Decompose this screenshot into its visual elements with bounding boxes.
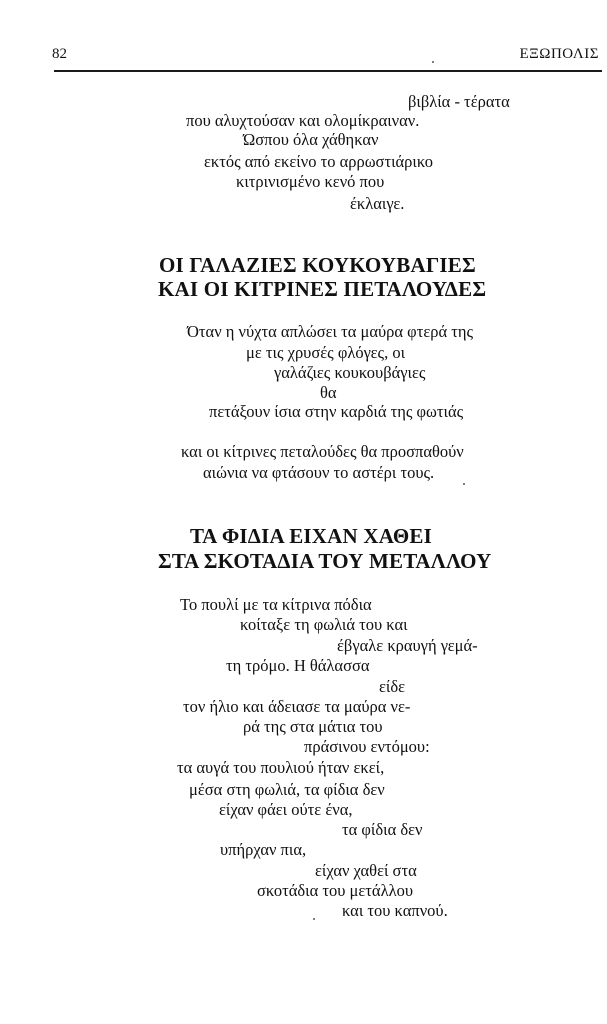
page-number: 82 [52, 46, 67, 62]
poem-line: είχαν χαθεί στα [315, 861, 417, 880]
poem-line: είχαν φάει ούτε ένα, [219, 800, 353, 819]
poem-line: Όταν η νύχτα απλώσει τα μαύρα φτερά της [187, 322, 474, 341]
poem-line: με τις χρυσές φλόγες, οι [246, 343, 406, 362]
poem-line: Το πουλί με τα κίτρινα πόδια [180, 595, 372, 614]
poem-line: Ώσπου όλα χάθηκαν [243, 130, 379, 149]
poem-line: μέσα στη φωλιά, τα φίδια δεν [189, 780, 385, 799]
poem-line: έβγαλε κραυγή γεμά- [337, 636, 478, 655]
speck [463, 483, 465, 485]
poem-title: ΣΤΑ ΣΚΟΤΑΔΙΑ ΤΟΥ ΜΕΤΑΛΛΟΥ [158, 549, 492, 573]
poem-line: αιώνια να φτάσουν το αστέρι τους. [203, 463, 435, 482]
poem-line: και του καπνού. [342, 901, 448, 920]
poem-line: κιτρινισμένο κενό που [236, 172, 385, 191]
poem-title: ΚΑΙ ΟΙ ΚΙΤΡΙΝΕΣ ΠΕΤΑΛΟΥΔΕΣ [158, 277, 487, 301]
poem-line: τον ήλιο και άδειασε τα μαύρα νε- [183, 697, 411, 716]
poem-line: τα αυγά του πουλιού ήταν εκεί, [177, 758, 385, 777]
poem-line: κοίταξε τη φωλιά του και [240, 615, 408, 634]
poem-line: τα φίδια δεν [342, 820, 423, 839]
poem-line: έκλαιγε. [350, 194, 405, 213]
poem-line: γαλάζιες κουκουβάγιες [274, 363, 426, 382]
poem-line: εκτός από εκείνο το αρρωστιάρικο [204, 152, 434, 171]
poem-line: υπήρχαν πια, [220, 840, 307, 859]
poem-title: ΤΑ ΦΙΔΙΑ ΕΙΧΑΝ ΧΑΘΕΙ [190, 524, 432, 548]
poem-line: που αλυχτούσαν και ολομίκραιναν. [186, 111, 420, 130]
poem-line: είδε [379, 677, 406, 696]
poem-line: σκοτάδια του μετάλλου [257, 881, 414, 900]
poem-line: ρά της στα μάτια του [243, 717, 383, 736]
poem-line: θα [320, 383, 337, 402]
running-head-title: ΕΞΩΠΟΛΙΣ [519, 46, 599, 62]
poem-line: πράσινου εντόμου: [304, 737, 430, 756]
poem-line: βιβλία - τέρατα [408, 92, 510, 111]
poem-line: και οι κίτρινες πεταλούδες θα προσπαθούν [181, 442, 464, 461]
poem-title: ΟΙ ΓΑΛΑΖΙΕΣ ΚΟΥΚΟΥΒΑΓΙΕΣ [159, 253, 476, 277]
header-rule [54, 70, 602, 72]
speck [313, 918, 315, 920]
speck [432, 61, 434, 63]
poem-line: πετάξουν ίσια στην καρδιά της φωτιάς [209, 402, 464, 421]
poem-line: τη τρόμο. Η θάλασσα [226, 656, 370, 675]
